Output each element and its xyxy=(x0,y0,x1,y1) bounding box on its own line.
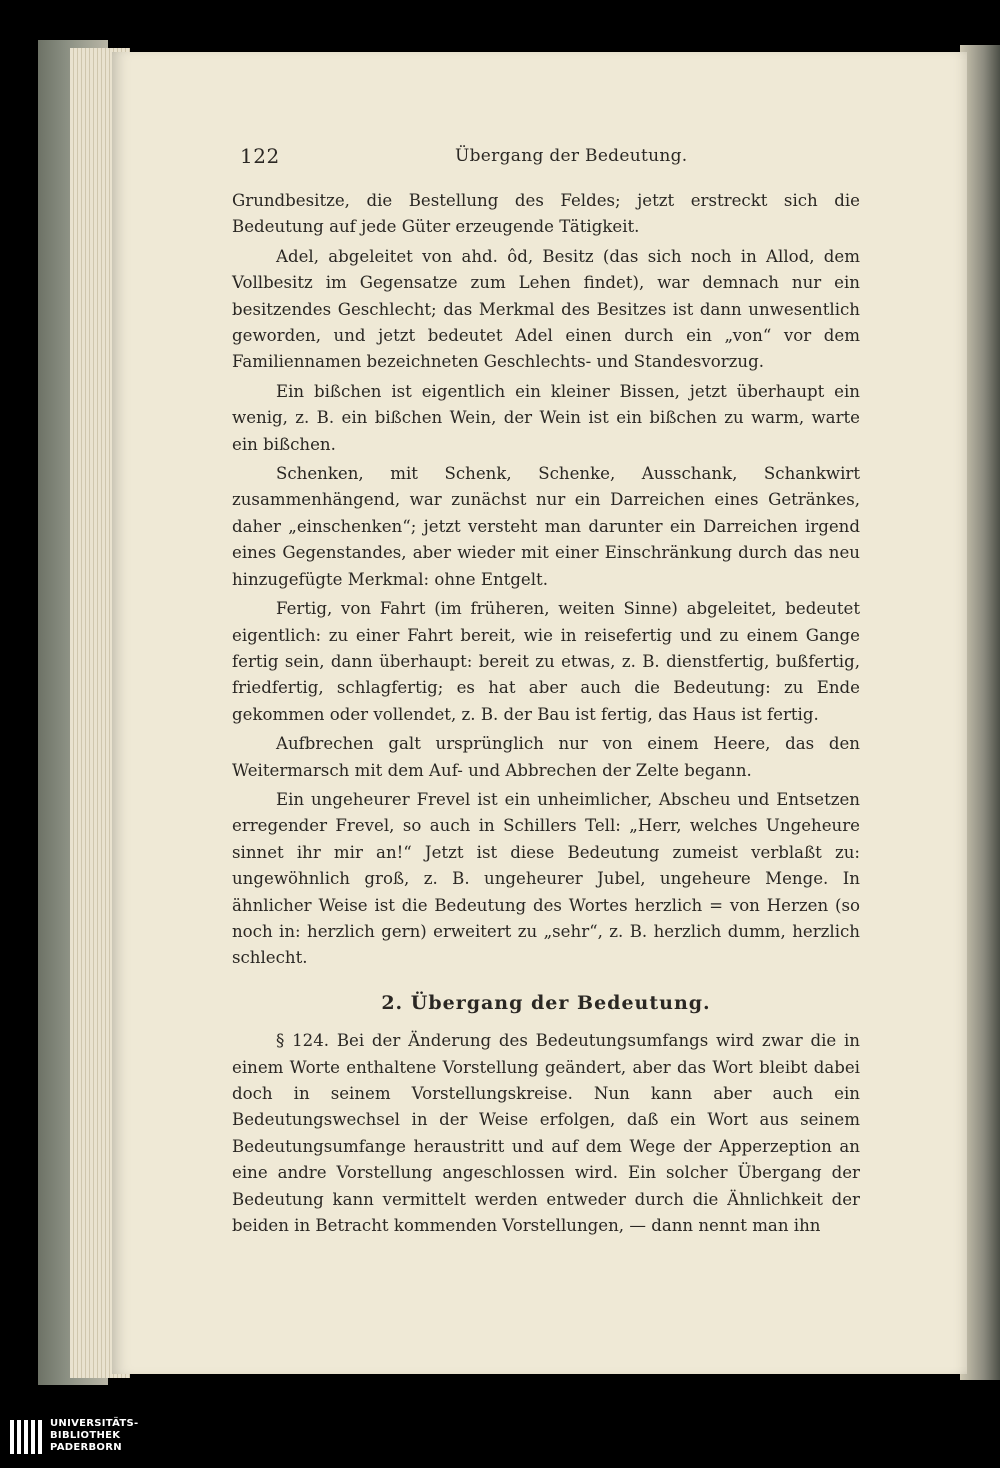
paragraph: Schenken, mit Schenk, Schenke, Ausschank, Schankwirt zusammenhängend, war zunächst nur ein Darreichen eines Getränkes, daher „einschenken“; jetzt versteht man darunter ein Darreichen irgend eines Gegenstandes, aber wieder mit einer Einschränkung durch das neu hinzugefügte Merkmal: ohne Entgelt. xyxy=(232,464,860,589)
page-header xyxy=(240,144,865,174)
page-number: 122 xyxy=(240,144,280,168)
section-heading: 2. Übergang der Bedeutung. xyxy=(381,991,711,1014)
paragraph: Grundbesitze, die Bestellung des Feldes; jetzt erstreckt sich die Bedeutung auf jede Güter erzeugende Tätigkeit. xyxy=(232,191,860,237)
paragraph: Aufbrechen galt ursprünglich nur von einem Heere, das den Weitermarsch mit dem Auf- und Abbrechen der Zelte begann. xyxy=(232,734,860,780)
paragraph: Ein bißchen ist eigentlich ein kleiner Bissen, jetzt überhaupt ein wenig, z. B. ein bißchen Wein, der Wein ist ein bißchen zu warm, warte ein bißchen. xyxy=(232,381,860,454)
page-body xyxy=(232,188,860,1242)
paragraph: Ein ungeheurer Frevel ist ein unheimlicher, Abscheu und Entsetzen erregender Frevel, so auch in Schillers Tell: „Herr, welches Ungeheure sinnet ihr mir an!“ Jetzt ist diese Bedeutung zumeist verblaßt zu: ungewöhnlich groß, z. B. ungeheurer Jubel, ungeheure Menge. In ähnlicher Weise ist die Bedeutung des Wortes herzlich = von Herzen (so noch in: herzlich gern) erweitert zu „sehr“, z. B. herzlich dumm, herzlich schlecht. xyxy=(232,789,860,968)
paragraph: § 124. Bei der Änderung des Bedeutungsumfangs wird zwar die in einem Worte enthaltene Vorstellung geändert, aber das Wort bleibt dabei doch in seinem Vorstellungskreise. Nun kann aber auch ein Bedeutungswechsel in der Weise erfolgen, daß ein Wort aus seinem Bedeutungsumfange heraustritt und auf dem Wege der Apperzeption an eine andre Vorstellung angeschlossen wird. Ein solcher Übergang der Bedeutung kann vermittelt werden entweder durch die Ähnlichkeit der beiden in Betracht kommenden Vorstellungen, — dann nennt man ihn xyxy=(232,1031,860,1236)
library-logo xyxy=(10,1418,170,1458)
library-name-line: UNIVERSITÄTS- xyxy=(50,1418,139,1429)
book-page xyxy=(112,52,967,1374)
library-name-line: PADERBORN xyxy=(50,1442,122,1453)
library-logo-icon xyxy=(10,1420,44,1454)
running-head: Übergang der Bedeutung. xyxy=(455,146,688,166)
paragraph: Adel, abgeleitet von ahd. ôd, Besitz (das sich noch in Allod, dem Vollbesitz im Gegensatze zum Lehen findet), war demnach nur ein besitzendes Geschlecht; das Merkmal des Besitzes ist dann unwesentlich geworden, und jetzt bedeutet Adel einen durch ein „von“ vor dem Familiennamen bezeichneten Geschlechts- und Standesvorzug. xyxy=(232,246,860,372)
library-name-line: BIBLIOTHEK xyxy=(50,1430,121,1441)
library-name xyxy=(50,1418,139,1454)
paragraph: Fertig, von Fahrt (im früheren, weiten Sinne) abgeleitet, bedeutet eigentlich: zu einer Fahrt bereit, wie in reisefertig und zu einem Gange fertig sein, dann überhaupt: bereit zu etwas, z. B. dienstfertig, bußfertig, friedfertig, schlagfertig; es hat aber auch die Bedeutung: zu Ende gekommen oder vollendet, z. B. der Bau ist fertig, das Haus ist fertig. xyxy=(232,599,860,724)
